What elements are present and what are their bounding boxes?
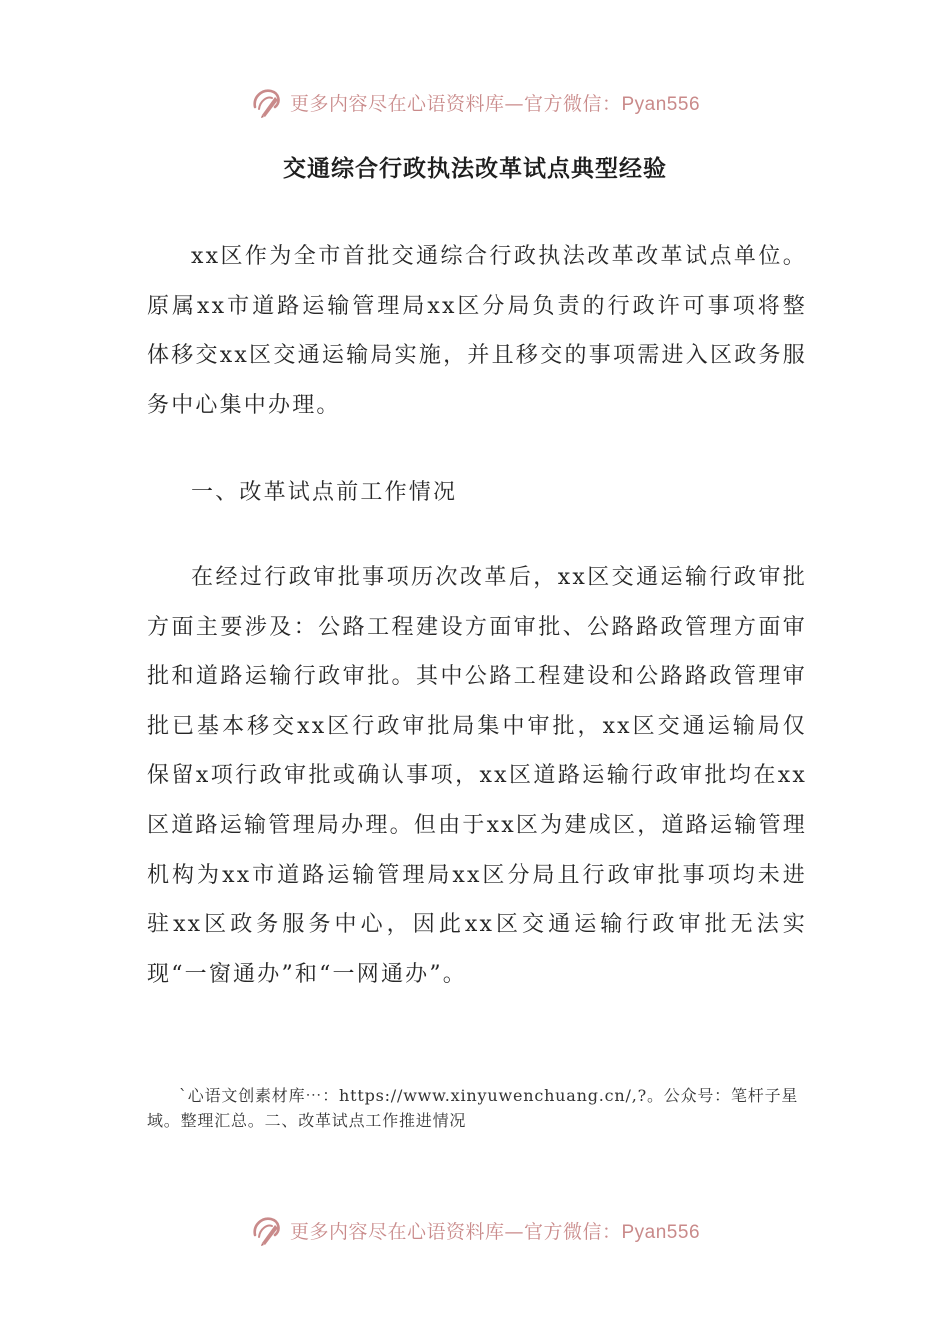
- header-banner: [0, 82, 950, 122]
- section-heading-1: 一、改革试点前工作情况: [191, 480, 458, 505]
- banner-text: 更多内容尽在心语资料库—官方微信：Pyan556: [289, 1220, 701, 1243]
- footnote-text: `心语文创素材库⋯：https://www.xinyuwenchuang.cn/,?。公众号：笔杆子星域。整理汇总。二、改革试点工作推进情况: [147, 1086, 799, 1130]
- banner-text: 更多内容尽在心语资料库—官方微信：Pyan556: [289, 92, 701, 115]
- pen-swirl-logo-icon: [250, 85, 284, 119]
- document-title: 交通综合行政执法改革试点典型经验: [283, 155, 667, 182]
- body-paragraph-1: xx区作为全市首批交通综合行政执法改革改革试点单位。原属xx市道路运输管理局xx区分局负责的行政许可事项将整体移交xx区交通运输局实施，并且移交的事项需进入区政务服务中心集中办理。: [147, 244, 807, 418]
- footer-banner: [0, 1210, 950, 1250]
- pen-swirl-logo-icon: [250, 1213, 284, 1247]
- body-paragraph-2: 在经过行政审批事项历次改革后，xx区交通运输行政审批方面主要涉及：公路工程建设方面审批、公路路政管理方面审批和道路运输行政审批。其中公路工程建设和公路路政管理审批已基本移交xx区行政审批局集中审批，xx区交通运输局仅保留x项行政审批或确认事项，xx区道路运输行政审批均在xx区道路运输管理局办理。但由于xx区为建成区，道路运输管理机构为xx市道路运输管理局xx区分局且行政审批事项均未进驻xx区政务服务中心，因此xx区交通运输行政审批无法实现“一窗通办”和“一网通办”。: [147, 565, 807, 987]
